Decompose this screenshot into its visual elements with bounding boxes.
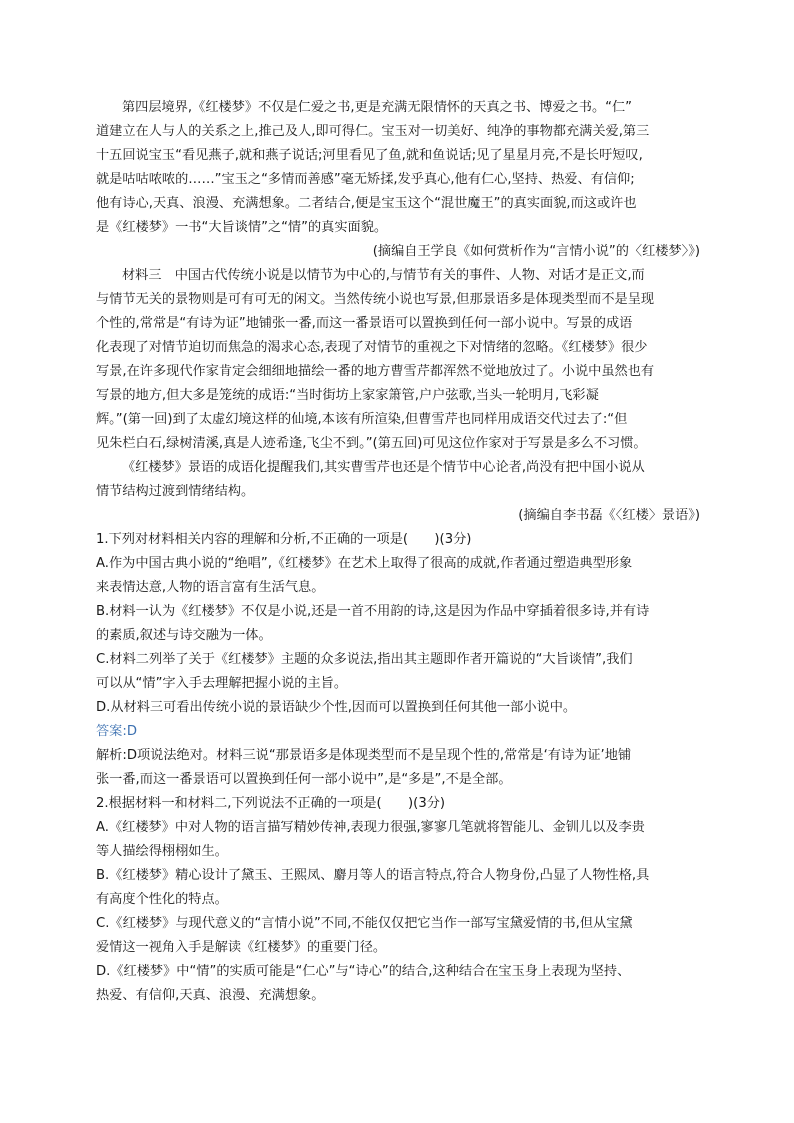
question-stem: 1.下列对材料相关内容的理解和分析,不正确的一项是( )(3分) [96, 532, 472, 547]
analysis-line: 张一番,而这一番景语可以置换到任何一部小说中”,是“多是”,不是全部。 [96, 772, 512, 787]
paragraph-line: 就是咕咕哝哝的……”宝玉之“多情而善感”毫无矫揉,发乎真心,他有仁心,坚持、热爱、有信仰; [96, 172, 635, 187]
option-line: C.《红楼梦》与现代意义的“言情小说”不同,不能仅仅把它当作一部写宝黛爱情的书,但从宝黛 [96, 916, 633, 931]
paragraph-line: 与情节无关的景物则是可有可无的闲文。当然传统小说也写景,但那景语多是体现类型而不是呈现 [96, 292, 655, 307]
paragraph-line: 《红楼梦》景语的成语化提醒我们,其实曹雪芹也还是个情节中心论者,尚没有把中国小说从 [122, 460, 645, 475]
option-line: 可以从“情”字入手去理解把握小说的主旨。 [96, 676, 348, 691]
paragraph-line: 写景,在许多现代作家肯定会细细地描绘一番的地方曹雪芹都浑然不觉地放过了。小说中虽然也有 [96, 364, 655, 379]
paragraph-line: 情节结构过渡到情绪结构。 [96, 484, 255, 499]
paragraph-line: 化表现了对情节迫切而焦急的渴求心态,表现了对情节的重视之下对情绪的忽略。《红楼梦》很少 [96, 340, 648, 355]
option-line: B.《红楼梦》精心设计了黛玉、王熙凤、麝月等人的语言特点,符合人物身份,凸显了人物性格,具 [96, 868, 650, 883]
option-line: A.《红楼梦》中对人物的语言描写精妙传神,表现力很强,寥寥几笔就将智能儿、金钏儿以及李贵 [96, 820, 645, 835]
option-line: D.《红楼梦》中“情”的实质可能是“仁心”与“诗心”的结合,这种结合在宝玉身上表现为坚持、 [96, 964, 631, 979]
paragraph-line: 他有诗心,天真、浪漫、充满想象。二者结合,便是宝玉这个“混世魔王”的真实面貌,而这或许也 [96, 196, 637, 211]
paragraph-line: 辉。”(第一回)到了太虚幻境这样的仙境,本该有所渲染,但曹雪芹也同样用成语交代过去了:“但 [96, 412, 628, 427]
option-line: 的素质,叙述与诗交融为一体。 [96, 628, 272, 643]
option-line: D.从材料三可看出传统小说的景语缺少个性,因而可以置换到任何其他一部小说中。 [96, 700, 577, 715]
option-line: 有高度个性化的特点。 [96, 892, 228, 907]
paragraph-line: 写景的地方,但大多是笼统的成语:“当时街坊上家家箫管,户户弦歌,当头一轮明月,飞彩凝 [96, 388, 599, 403]
paragraph-line: 十五回说宝玉“看见燕子,就和燕子说话;河里看见了鱼,就和鱼说话;见了星星月亮,不是长吁短叹, [96, 148, 643, 163]
source-citation: (摘编自王学良《如何赏析作为“言情小说”的〈红楼梦〉》) [372, 244, 700, 259]
option-line: C.材料二列举了关于《红楼梦》主题的众多说法,指出其主题即作者开篇说的“大旨谈情”,我们 [96, 652, 633, 667]
paragraph-line: 见朱栏白石,绿树清溪,真是人迹希逢,飞尘不到。”(第五回)可见这位作家对于写景是多么不习惯。 [96, 436, 647, 451]
paragraph-line: 材料三 中国古代传统小说是以情节为中心的,与情节有关的事件、人物、对话才是正文,而 [122, 268, 645, 283]
answer-line: 答案:D [96, 724, 137, 739]
document-page [96, 96, 700, 1008]
option-line: 爱情这一视角入手是解读《红楼梦》的重要门径。 [96, 940, 387, 955]
option-line: B.材料一认为《红楼梦》不仅是小说,还是一首不用韵的诗,这是因为作品中穿插着很多诗,并有诗 [96, 604, 650, 619]
paragraph-line: 是《红楼梦》一书“大旨谈情”之“情”的真实面貌。 [96, 220, 388, 235]
option-line: 热爱、有信仰,天真、浪漫、充满想象。 [96, 988, 325, 1003]
paragraph-line: 第四层境界,《红楼梦》不仅是仁爱之书,更是充满无限情怀的天真之书、博爱之书。“仁” [122, 100, 632, 115]
analysis-line: 解析:D项说法绝对。材料三说“那景语多是体现类型而不是呈现个性的,常常是‘有诗为证’地铺 [96, 748, 632, 763]
option-line: A.作为中国古典小说的“绝唱”,《红楼梦》在艺术上取得了很高的成就,作者通过塑造典型形象 [96, 556, 633, 571]
question-stem: 2.根据材料一和材料二,下列说法不正确的一项是( )(3分) [96, 796, 446, 811]
paragraph-line: 道建立在人与人的关系之上,推己及人,即可得仁。宝玉对一切美好、纯净的事物都充满关爱,第三 [96, 124, 650, 139]
option-line: 来表情达意,人物的语言富有生活气息。 [96, 580, 325, 595]
option-line: 等人描绘得栩栩如生。 [96, 844, 228, 859]
source-citation: (摘编自李书磊《〈红楼〉景语》) [518, 508, 700, 523]
paragraph-line: 个性的,常常是“有诗为证”地铺张一番,而这一番景语可以置换到任何一部小说中。写景的成语 [96, 316, 633, 331]
